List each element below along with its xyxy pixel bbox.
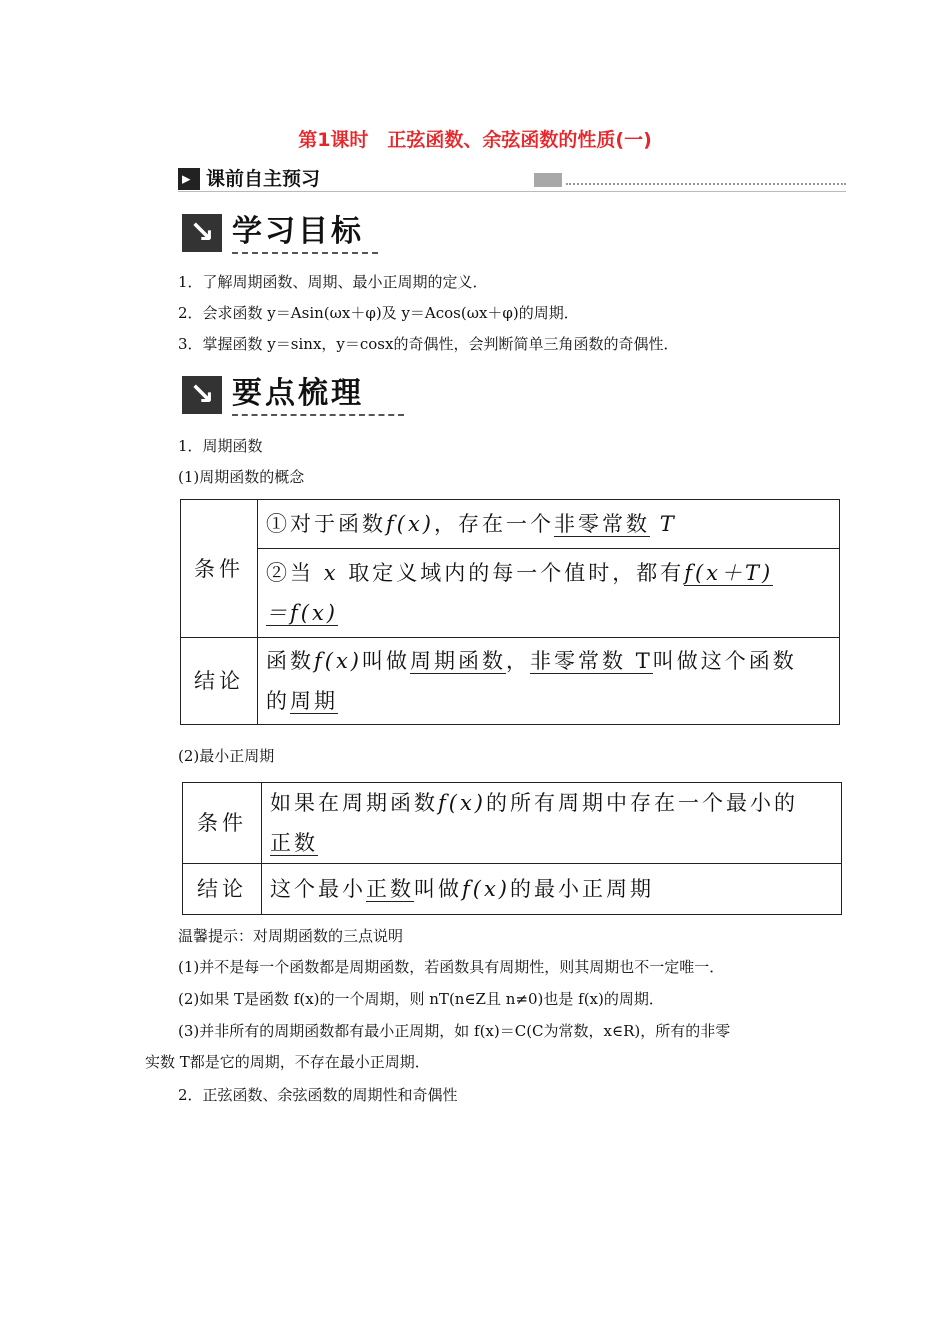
conclusion: 这个最小正数叫做f(x)的最小正周期	[262, 864, 842, 915]
arrow-icon: ▸	[178, 168, 200, 190]
heading-underline	[232, 414, 404, 416]
heading-label: 要点梳理	[232, 376, 364, 411]
heading-underline	[232, 252, 378, 254]
tip-item: (2)如果 T是函数 f(x)的一个周期，则 nT(n∈Z且 n≠0)也是 f(x)的周期．	[178, 990, 664, 1008]
subsection-title: (2)最小正周期	[178, 747, 275, 765]
tips-title: 温馨提示：对周期函数的三点说明	[178, 927, 404, 945]
tip-item: 实数 T都是它的周期，不存在最小正周期．	[145, 1053, 430, 1071]
section-title: 2．正弦函数、余弦函数的周期性和奇偶性	[178, 1086, 458, 1104]
condition: 如果在周期函数f(x)的所有周期中存在一个最小的 正数	[262, 783, 842, 864]
conclusion: 函数f(x)叫做周期函数，非零常数 T叫做这个函数 的周期	[258, 638, 840, 725]
section-bar	[178, 166, 846, 192]
min-period-table	[182, 782, 842, 915]
section-bar-rule	[178, 191, 846, 192]
page-title: 第1课时 正弦函数、余弦函数的性质(一)	[298, 129, 652, 151]
tip-item: (3)并非所有的周期函数都有最小正周期，如 f(x)＝C(C为常数，x∈R)，所有的非零	[178, 1022, 731, 1040]
goal-item: 1．了解周期函数、周期、最小正周期的定义．	[178, 273, 488, 291]
chevron-right-icon: ↘	[182, 376, 222, 414]
condition-2: ②当 x 取定义域内的每一个值时，都有f(x＋T) ＝f(x)	[258, 549, 840, 638]
chevron-right-icon: ↘	[182, 214, 222, 252]
section-bar-block	[534, 173, 562, 187]
section-bar-dots	[566, 183, 846, 185]
subsection-title: (1)周期函数的概念	[178, 468, 305, 486]
periodic-function-table	[180, 499, 840, 725]
section-title: 1．周期函数	[178, 437, 263, 455]
condition-1: ①对于函数f(x)，存在一个非零常数 T	[258, 500, 840, 549]
conclusion-label: 结论	[183, 864, 262, 915]
condition-label: 条件	[181, 500, 258, 638]
goal-item: 2．会求函数 y＝Asin(ωx＋φ)及 y＝Acos(ωx＋φ)的周期．	[178, 304, 579, 322]
condition-label: 条件	[183, 783, 262, 864]
tip-item: (1)并不是每一个函数都是周期函数，若函数具有周期性，则其周期也不一定唯一．	[178, 958, 725, 976]
conclusion-label: 结论	[181, 638, 258, 725]
goal-item: 3．掌握函数 y＝sinx，y＝cosx的奇偶性，会判断简单三角函数的奇偶性．	[178, 335, 679, 353]
section-bar-label: 课前自主预习	[206, 168, 321, 190]
heading-label: 学习目标	[232, 214, 364, 249]
